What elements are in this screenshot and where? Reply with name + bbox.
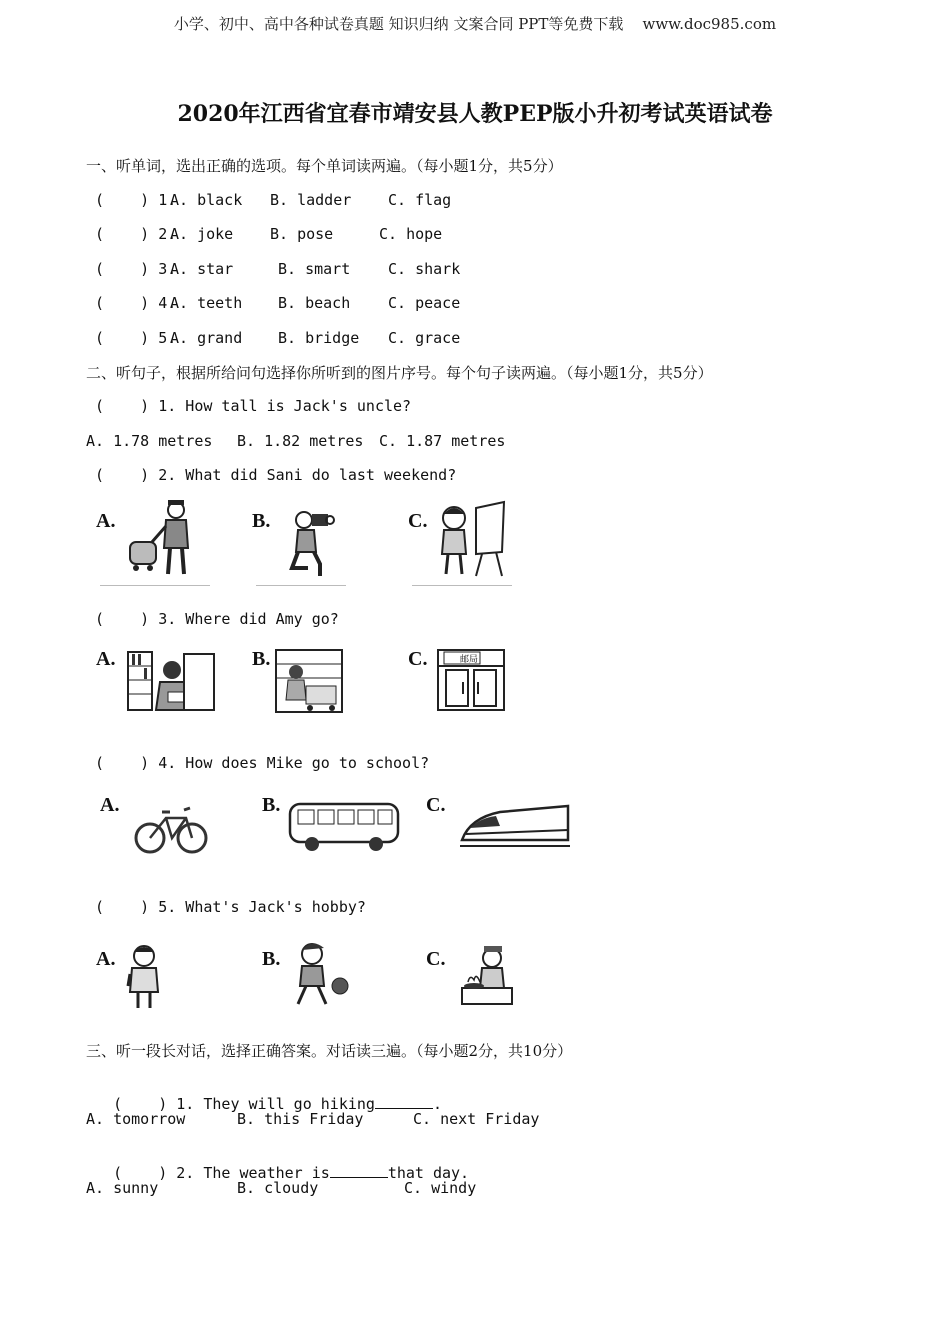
child-playing-basketball-icon (286, 942, 376, 1012)
option-a: A. 1.78 metres (86, 432, 213, 450)
option-a: A. star (170, 260, 234, 278)
question-end: that day. (387, 1164, 470, 1182)
question-text: ( ) 2. The weather is (113, 1164, 330, 1182)
option-label: A. (96, 510, 116, 532)
question-end: . (432, 1095, 442, 1113)
child-painting-icon (432, 502, 542, 582)
option-label: C. (408, 510, 428, 532)
option-b: B. this Friday (237, 1110, 364, 1128)
option-a: A. teeth (170, 294, 243, 312)
photographer-kneeling-icon (274, 506, 384, 586)
option-c: C. hope (379, 225, 443, 243)
option-a: A. sunny (86, 1179, 159, 1197)
answer-blank[interactable] (330, 1163, 388, 1178)
option-b: B. smart (278, 260, 351, 278)
option-label: B. (262, 948, 281, 970)
option-label: C. (408, 648, 428, 670)
question-text: ( ) 1. They will go hiking (113, 1095, 375, 1113)
option-label: C. (426, 948, 446, 970)
option-b: B. 1.82 metres (237, 432, 364, 450)
page-title: 2020年江西省宜春市靖安县人教PEP版小升初考试英语试卷 (177, 101, 773, 127)
part3-heading: 三、听一段长对话，选择正确答案。对话读三遍。（每小题2分，共10分） (86, 1042, 573, 1060)
high-speed-train-icon (460, 800, 580, 870)
option-label: B. (252, 648, 271, 670)
option-label: A. (100, 794, 120, 816)
option-c: C. windy (404, 1179, 477, 1197)
part2-question-4: ( ) 4. How does Mike go to school? (95, 754, 430, 772)
part2-question-3: ( ) 3. Where did Amy go? (95, 610, 339, 628)
option-c: C. next Friday (413, 1110, 540, 1128)
option-b: B. cloudy (237, 1179, 319, 1197)
option-b: B. bridge (278, 329, 360, 347)
option-c: C. peace (388, 294, 461, 312)
post-office-building-icon (438, 648, 538, 718)
part2-question-2: ( ) 2. What did Sani do last weekend? (95, 466, 457, 484)
part1-heading: 一、听单词，选出正确的选项。每个单词读两遍。（每小题1分，共5分） (86, 157, 563, 175)
option-label: B. (262, 794, 281, 816)
question-number[interactable]: ( ) 4. (95, 294, 177, 312)
option-a: A. joke (170, 225, 234, 243)
question-number[interactable]: ( ) 2. (95, 225, 177, 243)
supermarket-shopper-icon (276, 648, 376, 718)
question-number[interactable]: ( ) 3. (95, 260, 177, 278)
answer-blank[interactable] (375, 1094, 433, 1109)
part3-question-2 (95, 1145, 469, 1182)
traveler-with-suitcase-icon (116, 498, 226, 578)
library-reading-icon (122, 648, 222, 718)
site-header: 小学、初中、高中各种试卷真题 知识归纳 文案合同 PPT等免费下载 www.doc985.com (173, 15, 777, 33)
part2-heading: 二、听句子，根据所给问句选择你所听到的图片序号。每个句子读两遍。（每小题1分，共5分） (86, 364, 713, 382)
option-b: B. beach (278, 294, 351, 312)
question-number[interactable]: ( ) 5. (95, 329, 177, 347)
option-a: A. grand (170, 329, 243, 347)
question-number[interactable]: ( ) 1. (95, 191, 177, 209)
option-b: B. pose (270, 225, 334, 243)
child-cooking-icon (456, 944, 556, 1014)
option-a: A. black (170, 191, 243, 209)
option-label: B. (252, 510, 271, 532)
option-label: C. (426, 794, 446, 816)
part2-question-1: ( ) 1. How tall is Jack's uncle? (95, 397, 412, 415)
option-c: C. grace (388, 329, 461, 347)
option-b: B. ladder (270, 191, 352, 209)
child-singing-icon (124, 944, 204, 1014)
option-a: A. tomorrow (86, 1110, 186, 1128)
option-label: A. (96, 948, 116, 970)
post-office-sign: 邮局 (460, 655, 479, 665)
part3-question-1 (95, 1076, 442, 1113)
bicycle-icon (136, 798, 226, 868)
option-c: C. flag (388, 191, 452, 209)
option-c: C. shark (388, 260, 461, 278)
option-c: C. 1.87 metres (379, 432, 506, 450)
bus-icon (288, 800, 408, 870)
option-label: A. (96, 648, 116, 670)
part2-question-5: ( ) 5. What's Jack's hobby? (95, 898, 366, 916)
